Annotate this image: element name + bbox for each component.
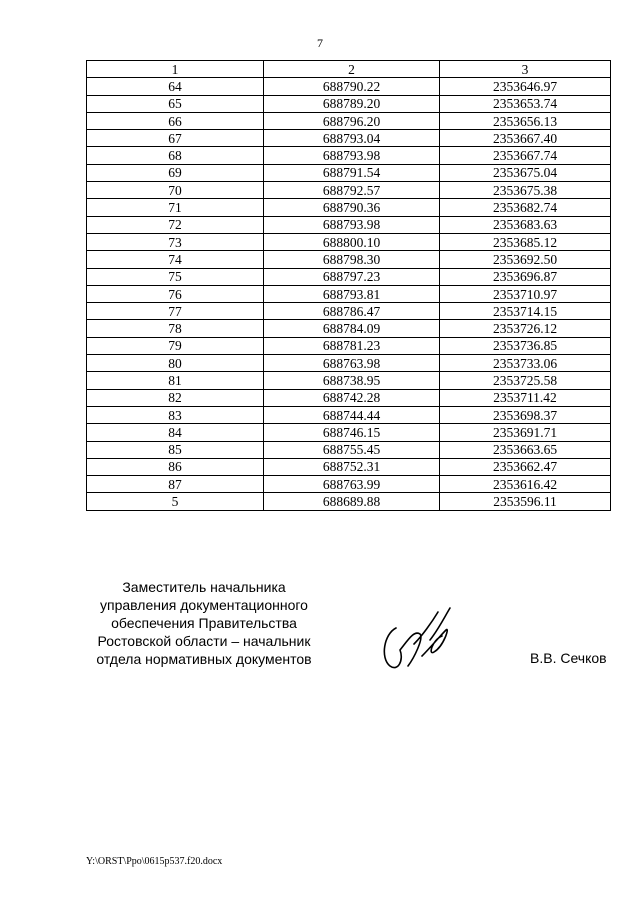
y-coordinate-cell: 2353675.38 bbox=[440, 182, 611, 199]
x-coordinate-cell: 688790.22 bbox=[264, 78, 440, 95]
x-coordinate-cell: 688755.45 bbox=[264, 441, 440, 458]
point-number-cell: 67 bbox=[87, 130, 264, 147]
x-coordinate-cell: 688789.20 bbox=[264, 95, 440, 112]
x-coordinate-cell: 688784.09 bbox=[264, 320, 440, 337]
table-row bbox=[87, 199, 611, 216]
point-number-cell: 81 bbox=[87, 372, 264, 389]
y-coordinate-cell: 2353662.47 bbox=[440, 458, 611, 475]
y-coordinate-cell: 2353596.11 bbox=[440, 493, 611, 510]
table-row bbox=[87, 78, 611, 95]
table-row bbox=[87, 182, 611, 199]
table-row bbox=[87, 95, 611, 112]
x-coordinate-cell: 688798.30 bbox=[264, 251, 440, 268]
y-coordinate-cell: 2353646.97 bbox=[440, 78, 611, 95]
table-row bbox=[87, 458, 611, 475]
point-number-cell: 85 bbox=[87, 441, 264, 458]
signatory-title-line: управления документационного bbox=[100, 597, 308, 613]
table-row bbox=[87, 320, 611, 337]
header-cell-point: 1 bbox=[87, 61, 264, 78]
point-number-cell: 76 bbox=[87, 285, 264, 302]
x-coordinate-cell: 688793.81 bbox=[264, 285, 440, 302]
y-coordinate-cell: 2353736.85 bbox=[440, 337, 611, 354]
y-coordinate-cell: 2353656.13 bbox=[440, 112, 611, 129]
table-row bbox=[87, 285, 611, 302]
table-row bbox=[87, 268, 611, 285]
table-row bbox=[87, 251, 611, 268]
x-coordinate-cell: 688744.44 bbox=[264, 406, 440, 423]
x-coordinate-cell: 688763.99 bbox=[264, 476, 440, 493]
table-row bbox=[87, 493, 611, 510]
x-coordinate-cell: 688786.47 bbox=[264, 303, 440, 320]
point-number-cell: 86 bbox=[87, 458, 264, 475]
table-row bbox=[87, 164, 611, 181]
table-row bbox=[87, 233, 611, 250]
table-row bbox=[87, 337, 611, 354]
table-header-row bbox=[87, 61, 611, 78]
x-coordinate-cell: 688792.57 bbox=[264, 182, 440, 199]
point-number-cell: 75 bbox=[87, 268, 264, 285]
table-row bbox=[87, 216, 611, 233]
point-number-cell: 66 bbox=[87, 112, 264, 129]
point-number-cell: 77 bbox=[87, 303, 264, 320]
y-coordinate-cell: 2353685.12 bbox=[440, 233, 611, 250]
x-coordinate-cell: 688793.98 bbox=[264, 147, 440, 164]
x-coordinate-cell: 688738.95 bbox=[264, 372, 440, 389]
y-coordinate-cell: 2353616.42 bbox=[440, 476, 611, 493]
y-coordinate-cell: 2353710.97 bbox=[440, 285, 611, 302]
x-coordinate-cell: 688752.31 bbox=[264, 458, 440, 475]
signatory-title-line: обеспечения Правительства bbox=[111, 615, 297, 631]
point-number-cell: 79 bbox=[87, 337, 264, 354]
y-coordinate-cell: 2353733.06 bbox=[440, 355, 611, 372]
point-number-cell: 82 bbox=[87, 389, 264, 406]
table-row bbox=[87, 112, 611, 129]
table-row bbox=[87, 372, 611, 389]
y-coordinate-cell: 2353725.58 bbox=[440, 372, 611, 389]
point-number-cell: 69 bbox=[87, 164, 264, 181]
coordinates-table bbox=[86, 60, 611, 511]
signer-name: В.В. Сечков bbox=[530, 650, 607, 666]
table-row bbox=[87, 424, 611, 441]
header-cell-x: 2 bbox=[264, 61, 440, 78]
x-coordinate-cell: 688797.23 bbox=[264, 268, 440, 285]
x-coordinate-cell: 688800.10 bbox=[264, 233, 440, 250]
x-coordinate-cell: 688742.28 bbox=[264, 389, 440, 406]
file-path: Y:\ORST\Ppo\0615p537.f20.docx bbox=[86, 856, 223, 867]
x-coordinate-cell: 688791.54 bbox=[264, 164, 440, 181]
table-row bbox=[87, 476, 611, 493]
y-coordinate-cell: 2353675.04 bbox=[440, 164, 611, 181]
point-number-cell: 84 bbox=[87, 424, 264, 441]
y-coordinate-cell: 2353663.65 bbox=[440, 441, 611, 458]
signatory-title-line: отдела нормативных документов bbox=[96, 651, 312, 667]
page-number: 7 bbox=[317, 36, 323, 50]
y-coordinate-cell: 2353667.40 bbox=[440, 130, 611, 147]
header-cell-y: 3 bbox=[440, 61, 611, 78]
table-row bbox=[87, 441, 611, 458]
point-number-cell: 80 bbox=[87, 355, 264, 372]
point-number-cell: 74 bbox=[87, 251, 264, 268]
point-number-cell: 73 bbox=[87, 233, 264, 250]
point-number-cell: 64 bbox=[87, 78, 264, 95]
x-coordinate-cell: 688790.36 bbox=[264, 199, 440, 216]
signature-block bbox=[86, 578, 322, 668]
point-number-cell: 71 bbox=[87, 199, 264, 216]
x-coordinate-cell: 688796.20 bbox=[264, 112, 440, 129]
y-coordinate-cell: 2353696.87 bbox=[440, 268, 611, 285]
x-coordinate-cell: 688793.04 bbox=[264, 130, 440, 147]
x-coordinate-cell: 688763.98 bbox=[264, 355, 440, 372]
point-number-cell: 83 bbox=[87, 406, 264, 423]
y-coordinate-cell: 2353653.74 bbox=[440, 95, 611, 112]
point-number-cell: 70 bbox=[87, 182, 264, 199]
point-number-cell: 65 bbox=[87, 95, 264, 112]
y-coordinate-cell: 2353667.74 bbox=[440, 147, 611, 164]
y-coordinate-cell: 2353682.74 bbox=[440, 199, 611, 216]
x-coordinate-cell: 688793.98 bbox=[264, 216, 440, 233]
signatory-title-line: Ростовской области – начальник bbox=[97, 633, 311, 649]
x-coordinate-cell: 688689.88 bbox=[264, 493, 440, 510]
table-row bbox=[87, 389, 611, 406]
table-row bbox=[87, 147, 611, 164]
table-row bbox=[87, 355, 611, 372]
point-number-cell: 72 bbox=[87, 216, 264, 233]
point-number-cell: 5 bbox=[87, 493, 264, 510]
y-coordinate-cell: 2353692.50 bbox=[440, 251, 611, 268]
handwritten-signature bbox=[374, 600, 474, 680]
table-body bbox=[87, 61, 611, 511]
point-number-cell: 78 bbox=[87, 320, 264, 337]
x-coordinate-cell: 688781.23 bbox=[264, 337, 440, 354]
table-row bbox=[87, 406, 611, 423]
table-row bbox=[87, 130, 611, 147]
point-number-cell: 68 bbox=[87, 147, 264, 164]
y-coordinate-cell: 2353691.71 bbox=[440, 424, 611, 441]
signatory-title-line: Заместитель начальника bbox=[122, 579, 286, 595]
y-coordinate-cell: 2353714.15 bbox=[440, 303, 611, 320]
y-coordinate-cell: 2353711.42 bbox=[440, 389, 611, 406]
point-number-cell: 87 bbox=[87, 476, 264, 493]
table-row bbox=[87, 303, 611, 320]
x-coordinate-cell: 688746.15 bbox=[264, 424, 440, 441]
y-coordinate-cell: 2353698.37 bbox=[440, 406, 611, 423]
y-coordinate-cell: 2353683.63 bbox=[440, 216, 611, 233]
y-coordinate-cell: 2353726.12 bbox=[440, 320, 611, 337]
